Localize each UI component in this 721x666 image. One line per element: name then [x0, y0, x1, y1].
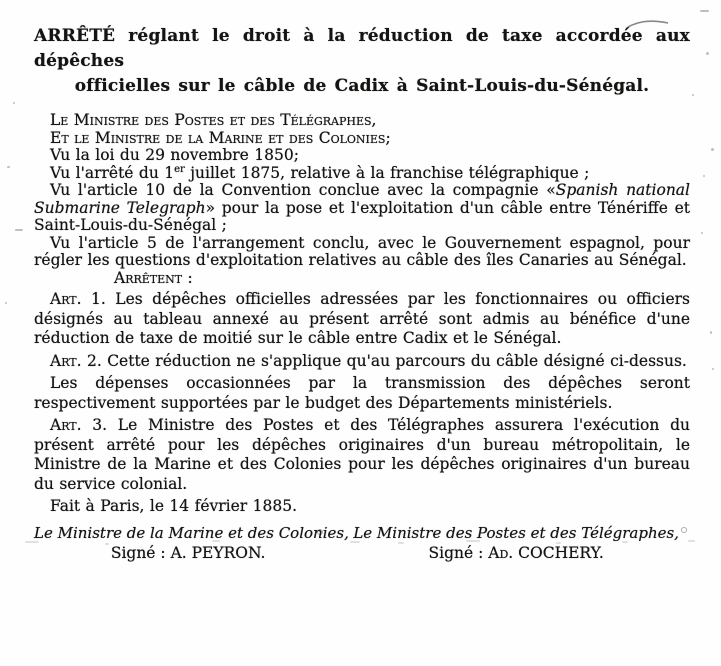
paragraph: Vu l'arrêté du 1er juillet 1875, relative à la franchise télégraphique ;	[50, 163, 590, 182]
signature-role: Le Ministre de la Marine et des Colonies,	[34, 523, 349, 542]
paragraph: Vu la loi du 29 novembre 1850;	[50, 146, 299, 164]
scan-speckle	[703, 175, 705, 177]
paragraph: Art. 1. Les dépêches officielles adressées par les fonctionnaires ou officiers désignés au tableau annexé au présent arrêté sont admis au bénéfice d'une réduction de taxe de moitié sur le câble entre Cadix et le Sénégal.	[34, 290, 690, 347]
scan-speckle	[692, 94, 694, 96]
signatory-name: A. PEYRON.	[170, 543, 266, 562]
paragraph: Art. 3. Le Ministre des Postes et des Télégraphes assurera l'exécution du présent arrêté pour les dépêches originaires d'un bureau métropolitain, le Ministre de la Marine et des Colonies pour les dépêches originaires d'un bureau du service colonial.	[34, 416, 690, 493]
title-line-1: ARRÊTÉ réglant le droit à la réduction de taxe accordée aux dépêches	[34, 26, 690, 71]
signature-block-postes	[342, 524, 690, 564]
signed-label: Signé :	[110, 543, 166, 562]
scan-speckle	[15, 229, 23, 231]
paragraph: Arrêtent :	[114, 268, 193, 287]
paragraph: Vu l'article 10 de la Convention conclue avec la compagnie «Spanish national Submarine Telegraph» pour la pose et l'exploitation d'un câble entre Ténériffe et Saint-Louis-du-Sénégal ;	[34, 181, 690, 234]
scan-speckle	[712, 368, 714, 370]
paragraph: Fait à Paris, le 14 février 1885.	[50, 497, 297, 515]
scan-speckle	[5, 302, 7, 304]
signed-label: Signé :	[428, 543, 484, 562]
signatory-name: Ad. COCHERY.	[488, 543, 604, 562]
paragraph: Les dépenses occasionnées par la transmission des dépêches seront respectivement supportées par le budget des Départements ministériels.	[34, 374, 690, 412]
title-line-2: officielles sur le câble de Cadix à Saint-Louis-du-Sénégal.	[74, 76, 650, 96]
signature-role: Le Ministre des Postes et des Télégraphes,	[353, 523, 679, 542]
scan-speckle	[7, 166, 10, 168]
paragraph: Art. 2. Cette réduction ne s'applique qu'au parcours du câble désigné ci-dessus.	[50, 351, 687, 370]
paragraph: Le Ministre des Postes et des Télégraphes,	[50, 111, 377, 129]
paragraph: Vu l'article 5 de l'arrangement conclu, avec le Gouvernement espagnol, pour régler les questions d'exploitation relatives au câble des îles Canaries au Sénégal.	[34, 233, 690, 269]
scan-speckle	[706, 52, 709, 55]
paragraph: Et le Ministre de la Marine et des Colonies;	[50, 128, 391, 147]
signature-name-line	[34, 543, 342, 564]
signature-name-line	[342, 543, 690, 564]
scan-speckle	[700, 10, 709, 12]
scan-speckle	[13, 102, 15, 104]
signatures	[34, 524, 690, 564]
scan-speckle	[710, 331, 712, 334]
scan-speckle	[701, 232, 703, 234]
signature-block-marine	[34, 523, 349, 564]
scan-speckle	[711, 148, 714, 151]
document-content	[34, 24, 690, 564]
document-body	[34, 112, 690, 517]
document-title	[34, 24, 690, 99]
